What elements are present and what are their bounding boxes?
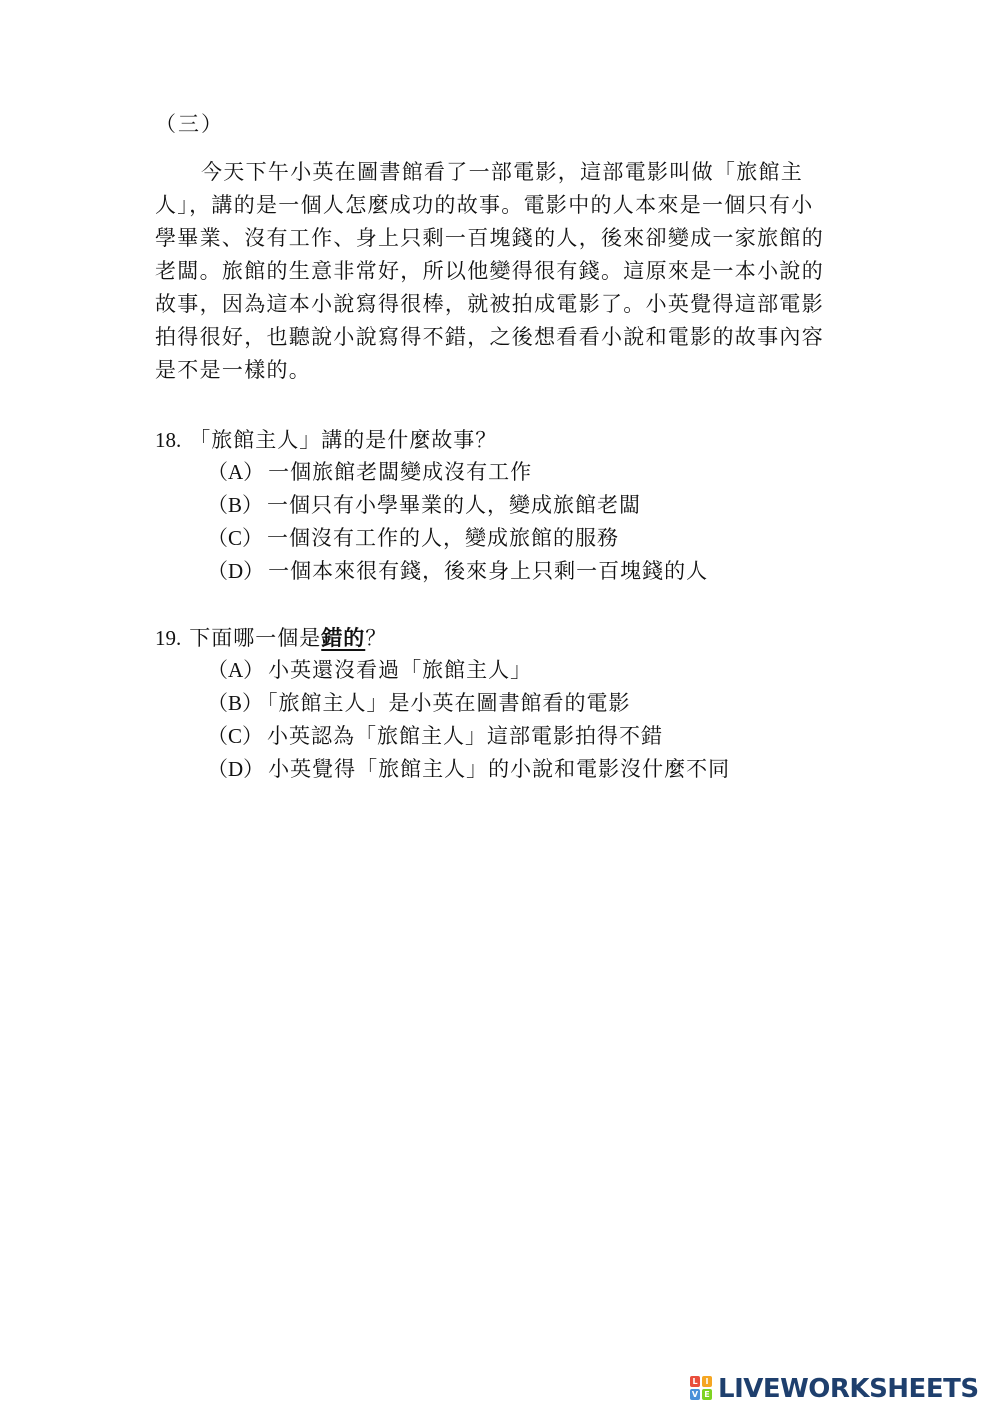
option-d[interactable] — [155, 753, 855, 786]
question-text: 「旅館主人」講的是什麼故事？ — [189, 428, 498, 452]
option-a[interactable] — [155, 654, 855, 687]
option-letter: （B） — [207, 493, 264, 517]
option-text: 一個只有小學畢業的人，變成旅館老闆 — [267, 493, 642, 517]
option-letter: （C） — [207, 724, 264, 748]
passage-line: 是不是一樣的。 — [155, 358, 312, 382]
option-text: 小英覺得「旅館主人」的小說和電影沒什麼不同 — [268, 757, 731, 781]
passage-line: 人」，講的是一個人怎麼成功的故事。電影中的人本來是一個只有小 — [155, 193, 814, 217]
option-text: 小英還沒看過「旅館主人」 — [268, 658, 533, 682]
question-text: 下面哪一個是 — [189, 626, 322, 650]
option-d[interactable] — [155, 555, 855, 588]
option-b[interactable] — [155, 489, 855, 522]
option-letter: （C） — [207, 526, 264, 550]
option-text: 「旅館主人」是小英在圖書館看的電影 — [267, 691, 631, 715]
question-emphasis: 錯的 — [321, 625, 366, 650]
option-letter: （D） — [207, 559, 265, 583]
question-19 — [155, 622, 855, 786]
option-text: 小英認為「旅館主人」這部電影拍得不錯 — [267, 724, 664, 748]
option-letter: （A） — [207, 658, 265, 682]
passage-line: 學畢業、沒有工作、身上只剩一百塊錢的人，後來卻變成一家旅館的 — [155, 226, 824, 250]
question-stem — [155, 424, 855, 456]
question-number: 18. — [155, 428, 182, 452]
option-c[interactable] — [155, 720, 855, 753]
logo-mark-letter: E — [702, 1389, 712, 1400]
liveworksheets-logo — [690, 1373, 979, 1405]
logo-text: LIVEWORKSHEETS — [718, 1374, 979, 1404]
question-number: 19. — [155, 626, 182, 650]
option-letter: （B） — [207, 691, 264, 715]
logo-mark-letter: V — [691, 1390, 699, 1399]
question-text-end: ？ — [365, 626, 388, 650]
logo-mark-letter: I — [702, 1376, 712, 1387]
reading-passage — [155, 156, 855, 387]
option-text: 一個沒有工作的人，變成旅館的服務 — [267, 526, 620, 550]
option-c[interactable] — [155, 522, 855, 555]
passage-line: 老闆。旅館的生意非常好，所以他變得很有錢。這原來是一本小說的 — [155, 259, 824, 283]
passage-line: 今天下午小英在圖書館看了一部電影，這部電影叫做「旅館主 — [201, 160, 804, 184]
option-a[interactable] — [155, 456, 855, 489]
option-letter: （A） — [207, 460, 265, 484]
passage-line: 故事，因為這本小說寫得很棒，就被拍成電影了。小英覺得這部電影 — [155, 292, 824, 316]
passage-line: 拍得很好，也聽說小說寫得不錯，之後想看看小說和電影的故事內容 — [155, 325, 824, 349]
option-letter: （D） — [207, 757, 265, 781]
liveworksheets-mark-icon — [690, 1376, 714, 1402]
option-text: 一個旅館老闆變成沒有工作 — [268, 460, 533, 484]
question-stem — [155, 622, 855, 654]
question-18 — [155, 424, 855, 588]
logo-mark-letter: L — [690, 1376, 700, 1387]
section-title: （三） — [155, 112, 224, 136]
option-b[interactable] — [155, 687, 855, 720]
option-text: 一個本來很有錢，後來身上只剩一百塊錢的人 — [268, 559, 709, 583]
